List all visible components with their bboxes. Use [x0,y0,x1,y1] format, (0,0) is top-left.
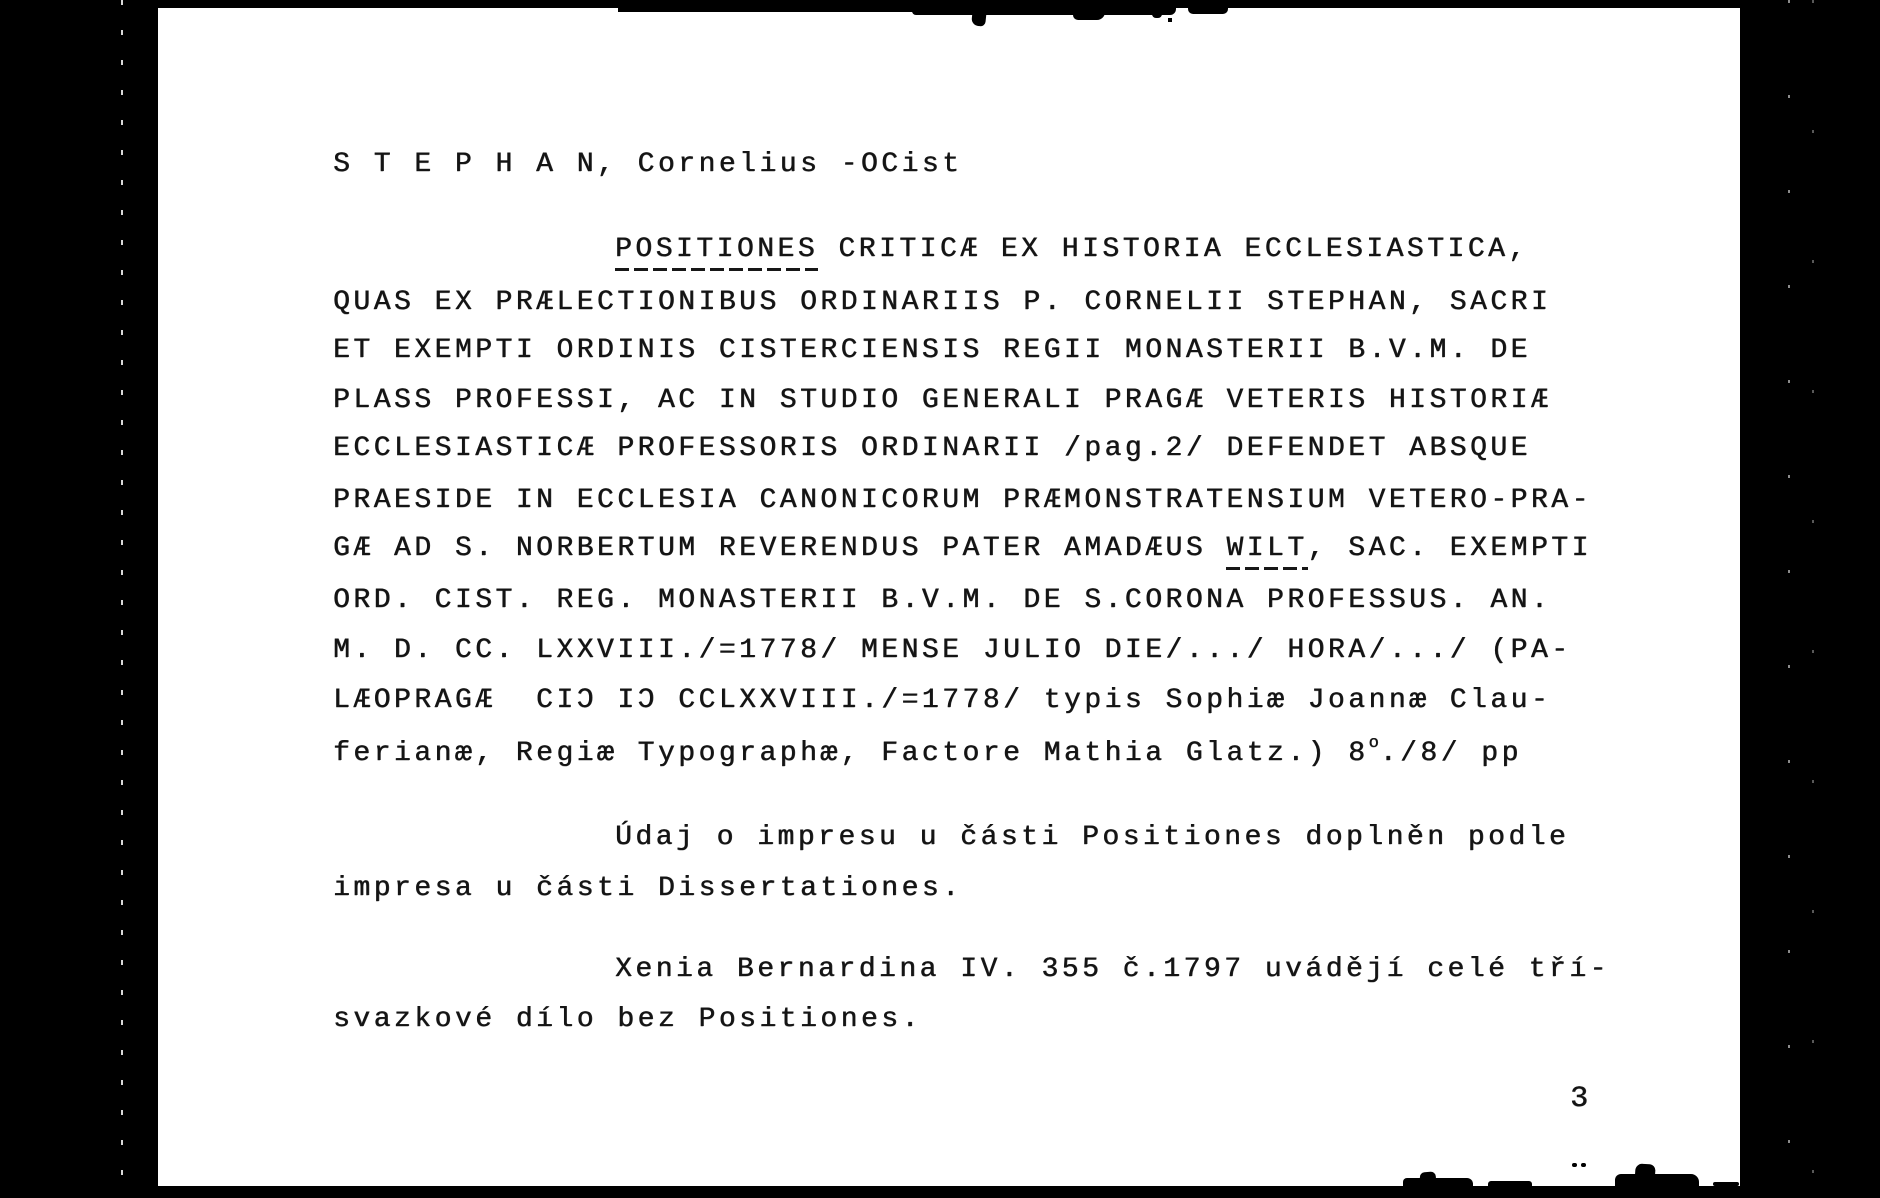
collation-line: ET EXEMPTI ORDINIS CISTERCIENSIS REGII MONASTERII B.V.M. DE [333,335,1531,366]
scan-artifact [1073,8,1105,20]
catalog-card-page [158,8,1740,1186]
scan-artifact [1488,1181,1532,1186]
page-number: 3 [1570,1082,1589,1116]
scan-artifact [1168,18,1172,22]
underlined-name-word: WILT [1226,533,1307,570]
collation-line: ECCLESIASTICÆ PROFESSORIS ORDINARII /pag.2/ DEFENDET ABSQUE [333,433,1531,464]
line-text: ./8/ pp [1379,738,1522,769]
line-text: ferianæ, Regiæ Typographæ, Factore Mathia Glatz.) 8 [333,738,1369,769]
collation-line [615,236,1529,264]
scan-artifact [1753,1180,1783,1186]
collation-line [333,735,1522,768]
scan-border-dot-line [1788,0,1790,1198]
entry-heading: S T E P H A N, Cornelius -OCist [333,149,963,180]
line-text: CRITICÆ EX HISTORIA ECCLESIASTICA, [818,234,1529,265]
scan-artifact [912,8,1176,15]
line-text: , SAC. EXEMPTI [1307,533,1592,564]
scan-artifact [1634,1163,1655,1186]
collation-line: ORD. CIST. REG. MONASTERII B.V.M. DE S.CORONA PROFESSUS. AN. [333,585,1552,616]
scan-artifact [618,8,918,12]
collation-line [333,535,1592,563]
scan-artifact [1713,1182,1739,1186]
scan-artifact [1615,1174,1699,1186]
scan-border-dash-line [121,0,123,1198]
collation-line: LÆOPRAGÆ CIƆ IƆ CCLXXVIII./=1778/ typis Sophiæ Joannæ Clau- [333,685,1552,716]
collation-line: M. D. CC. LXXVIII./=1778/ MENSE JULIO DIE/.../ HORA/.../ (PA- [333,635,1572,666]
underlined-title-word: POSITIONES [615,234,818,271]
scan-artifact [1403,1178,1473,1186]
note-impressum-line: impresa u části Dissertationes. [333,873,963,904]
note-xenia-line: Xenia Bernardina IV. 355 č.1797 uvádějí celé tří- [615,954,1610,985]
scan-artifact [1419,1171,1436,1186]
scan-artifact [1581,1163,1586,1167]
scan-border-dot-line [1812,0,1814,1198]
scan-artifact [971,7,987,26]
octavo-superscript: o [1368,734,1380,753]
scan-artifact [1152,8,1162,18]
note-impressum-line: Údaj o impresu u části Positiones doplněn podle [615,822,1570,853]
scan-artifact [1188,8,1228,14]
collation-line: PLASS PROFESSI, AC IN STUDIO GENERALI PRAGÆ VETERIS HISTORIÆ [333,385,1552,416]
note-xenia-line: svazkové dílo bez Positiones. [333,1004,922,1035]
collation-line: PRAESIDE IN ECCLESIA CANONICORUM PRÆMONSTRATENSIUM VETERO-PRA- [333,485,1592,516]
collation-line: QUAS EX PRÆLECTIONIBUS ORDINARIIS P. CORNELII STEPHAN, SACRI [333,287,1552,318]
line-text: GÆ AD S. NORBERTUM REVERENDUS PATER AMADÆUS [333,533,1227,564]
scan-artifact [1572,1163,1577,1167]
